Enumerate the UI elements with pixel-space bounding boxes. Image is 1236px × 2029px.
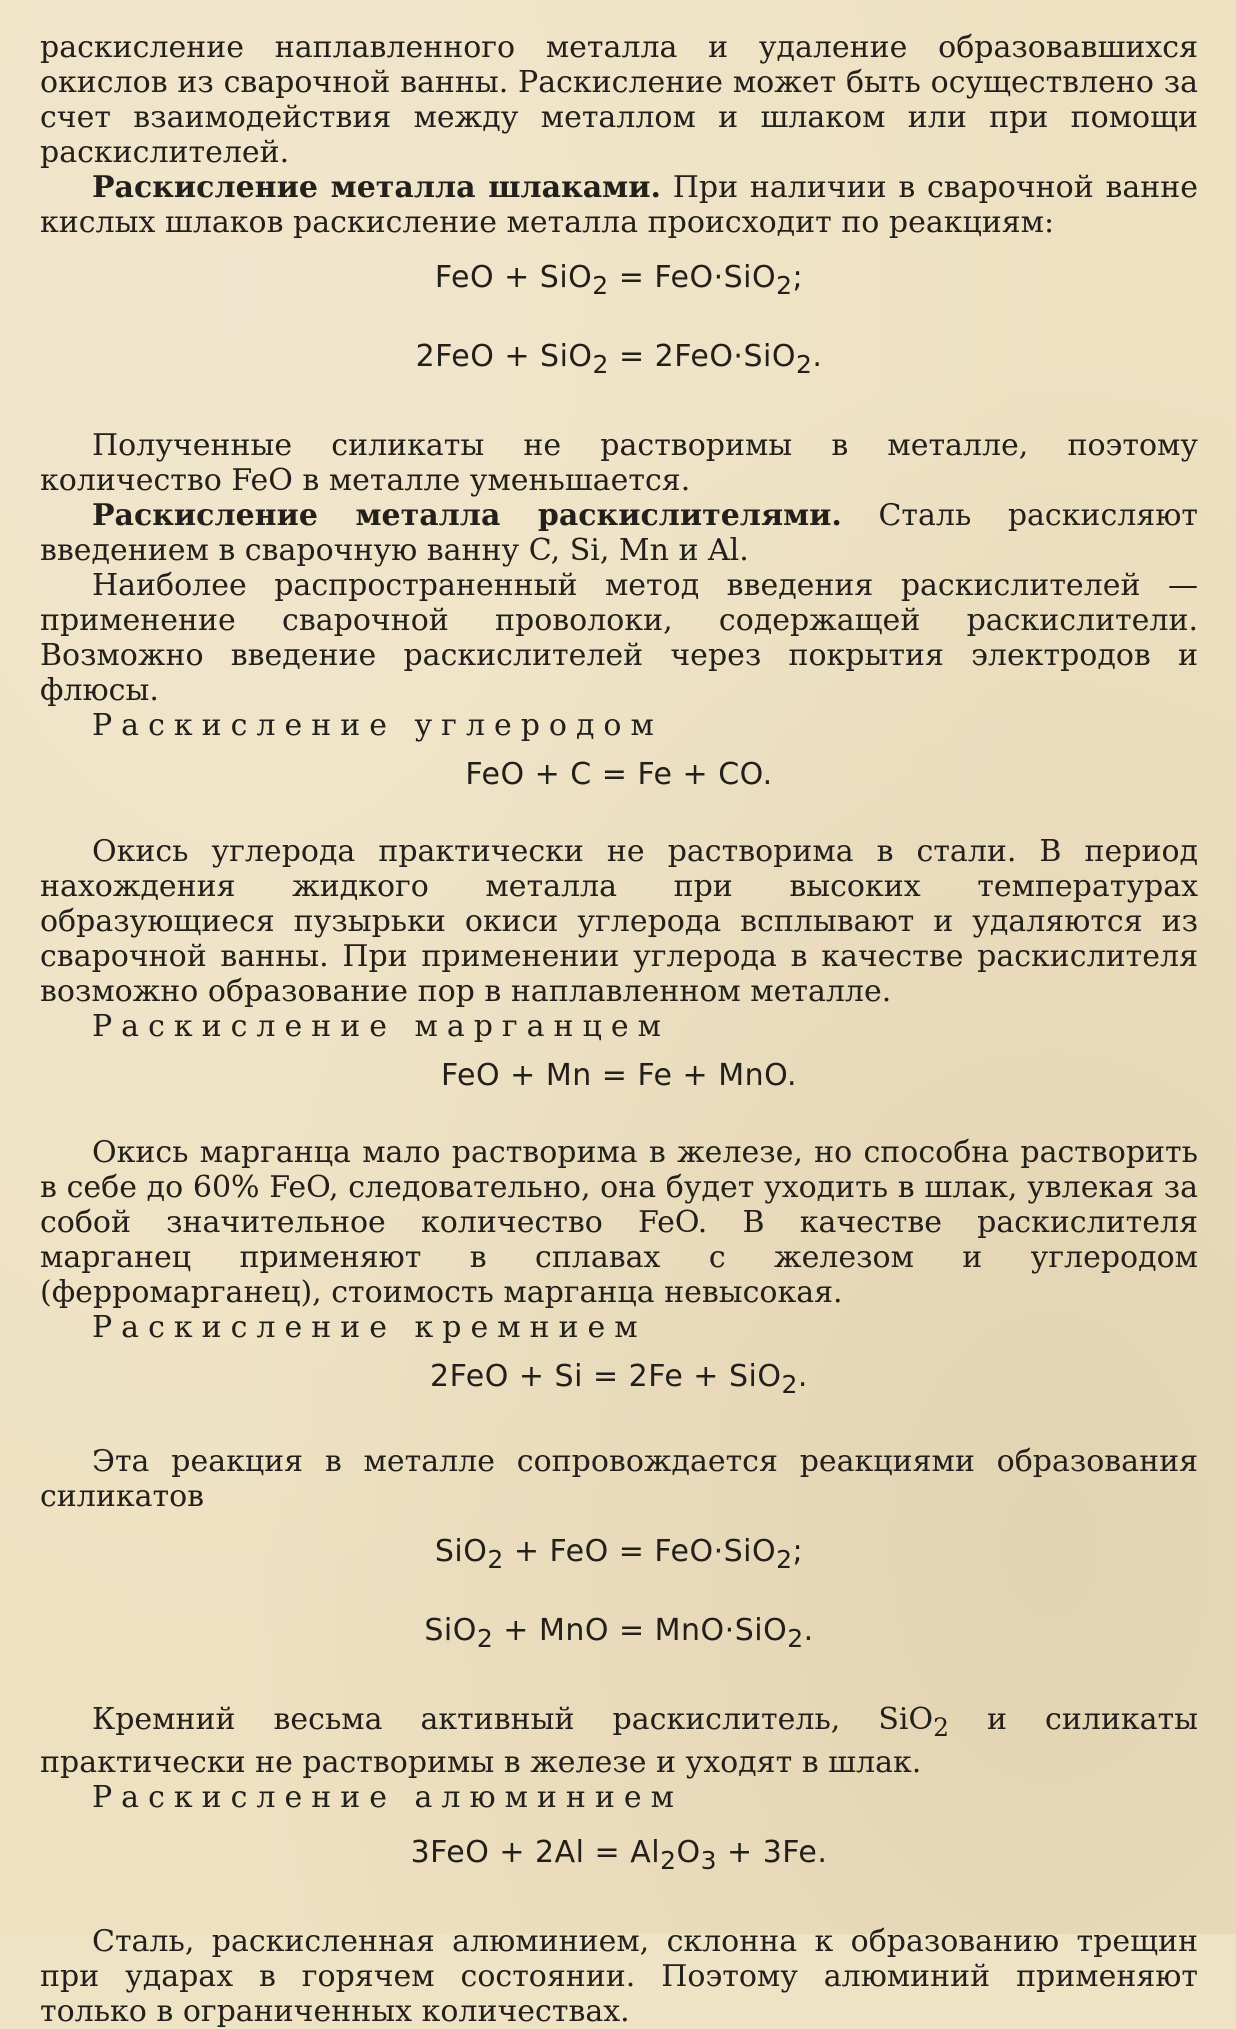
paragraph-manganese: Окись марганца мало растворима в железе, но способна растворить в себе до 60% FeO, следовательно, она будет уходить в шлак, увлекая за собой значительное количество FeO. В качестве раскислителя марганец применяют в сплавах с железом и углеродом (ферромарганец), стоимость марганца невысокая. bbox=[40, 1135, 1198, 1310]
run-in-heading-deoxidizers: Раскисление металла раскислителями. bbox=[92, 498, 842, 533]
paragraph-methods: Наиболее распространенный метод введения раскислителей — применение сварочной проволоки, содержащей раскислители. Возможно введение раскислителей через покрытия электродов и флюсы. bbox=[40, 568, 1198, 708]
formula-carbon: FeO + C = Fe + CO. bbox=[465, 757, 773, 792]
paragraph-slag-deoxidation bbox=[40, 170, 1198, 240]
run-in-heading-slag: Раскисление металла шлаками. bbox=[92, 170, 661, 205]
formula-manganese: FeO + Mn = Fe + MnO. bbox=[440, 1058, 798, 1093]
heading-carbon: Раскисление углеродом bbox=[92, 708, 663, 743]
formula-sio2-feo: SiO$_2$ + FeO = FeO·SiO$_2$; bbox=[434, 1534, 804, 1574]
heading-manganese: Раскисление марганцем bbox=[92, 1009, 670, 1044]
heading-silicon: Раскисление кремнием bbox=[92, 1310, 647, 1345]
formula-aluminum: $3FeO + 2Al = Al_2O_3 + 3Fe$. bbox=[410, 1835, 828, 1875]
paragraph-silicon: Кремний весьма активный раскислитель, SiO$_2$ и силикаты практически не растворимы в железе и уходят в шлак. bbox=[40, 1702, 1199, 1780]
paragraph-aluminum: Сталь, раскисленная алюминием, склонна к образованию трещин при ударах в горячем состоянии. Поэтому алюминий применяют только в ограниченных количествах. bbox=[40, 1924, 1198, 2029]
formula-feo-sio2: FeO + SiO$_2$ = FeO·SiO$_2$; bbox=[434, 260, 804, 300]
paragraph-silicates: Полученные силикаты не растворимы в металле, поэтому количество FeO в металле уменьшается. bbox=[40, 428, 1198, 498]
paragraph-deoxidizers-text: Сталь раскисляют введением в сварочную ванну C, Si, Mn и Al. bbox=[40, 498, 1198, 568]
paragraph-intro: раскисление наплавленного металла и удаление образовавшихся окислов из сварочной ванны. Раскисление может быть осуществлено за счет взаимодействия между металлом и шлаком или при помощи раскислителей. bbox=[40, 30, 1198, 170]
paragraph-deoxidizers bbox=[40, 498, 1198, 568]
formula-2feo-sio2: 2FeO + SiO$_2$ = 2FeO·SiO$_2$. bbox=[415, 339, 823, 379]
heading-aluminum: Раскисление алюминием bbox=[92, 1780, 683, 1815]
paragraph-silicates-reactions: Эта реакция в металле сопровождается реакциями образования силикатов bbox=[40, 1444, 1198, 1514]
paragraph-slag-text: При наличии в сварочной ванне кислых шлаков раскисление металла происходит по реакциям: bbox=[40, 170, 1199, 240]
formula-silicon: 2FeO + Si = 2Fe + SiO$_2$. bbox=[430, 1359, 808, 1399]
formula-sio2-mno: SiO$_2$ + MnO = MnO·SiO$_2$. bbox=[424, 1613, 814, 1653]
paragraph-carbon: Окись углерода практически не растворима в стали. В период нахождения жидкого металла при высоких температурах образующиеся пузырьки окиси углерода всплывают и удаляются из сварочной ванны. При применении углерода в качестве раскислителя возможно образование пор в наплавленном металле. bbox=[40, 834, 1198, 1009]
